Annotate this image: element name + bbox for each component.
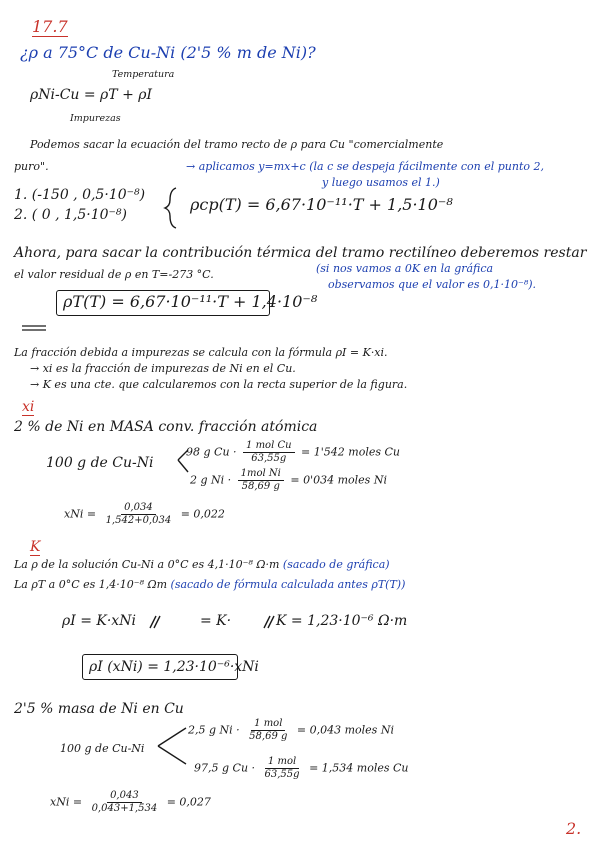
section-title: 17.7 [32, 17, 68, 36]
page-number: 2. [566, 819, 582, 838]
temperature-note: Temperatura [112, 69, 175, 80]
impurities-note: Impurezas [70, 113, 121, 124]
mass-to-atomic-line: 2 % de Ni en MASA conv. fracción atómica [14, 419, 318, 435]
k-equation-a: ρI = K·xNi [62, 613, 136, 629]
xni-fraction-2: xNi = $\frac{0,043}{0,043+1,534}$ = 0,027 [50, 790, 211, 814]
k-heading: K [30, 539, 41, 555]
xni-fraction-1: xNi = $\frac{0,034}{1,542+0,034}$ = 0,022 [64, 502, 225, 526]
rho-t-result-box [56, 290, 318, 316]
question-line: ¿ρ a 75°C de Cu-Ni (2'5 % m de Ni)? [20, 43, 316, 62]
resistivity-sum-equation: ρNi-Cu = ρT + ρI [30, 87, 153, 103]
method-note-line-2: y luego usamos el 1.) [322, 176, 440, 189]
k-line-1: La ρ de la solución Cu-Ni a 0°C es 4,1·10⁻⁸ Ω·m (sacado de gráfica) [14, 558, 390, 571]
sample-100g-a: 100 g de Cu-Ni [46, 455, 154, 471]
rho-t-result: ρT(T) = 6,67·10⁻¹¹·T + 1,4·10⁻⁸ [63, 292, 318, 311]
fraction-line-1: La fracción debida a impurezas se calcula con la fórmula ρI = K·xi. [14, 346, 388, 359]
point-2: 2. ( 0 , 1,5·10⁻⁸) [14, 207, 127, 223]
k-equation-c: K = 1,23·10⁻⁶ Ω·m [276, 613, 408, 629]
paragraph-2-line-1: Ahora, para sacar la contribución térmica del tramo rectilíneo deberemos restar [14, 245, 587, 261]
xi-heading: xi [22, 399, 35, 415]
rho-i-result: ρI (xNi) = 1,23·10⁻⁶·xNi [89, 659, 259, 675]
paragraph-1-line-2: puro". [14, 160, 49, 173]
paragraph-1-line-1: Podemos sacar la ecuación del tramo recto de ρ para Cu "comercialmente [30, 138, 444, 151]
cu-98-calc: 98 g Cu · $\frac{\text{1 mol Cu}}{63,55g}$ = 1'542 moles Cu [186, 440, 400, 464]
rho-i-result-box [82, 654, 259, 680]
fraction-line-2: → xi es la fracción de impurezas de Ni en el Cu. [30, 362, 296, 375]
mass-25-line: 2'5 % masa de Ni en Cu [14, 701, 184, 717]
k-line-2: La ρT a 0°C es 1,4·10⁻⁸ Ωm (sacado de fórmula calculada antes ρT(T)) [14, 578, 406, 591]
k-equation-b: = K· [200, 613, 232, 629]
ni-2-calc: 2 g Ni · $\frac{\text{1mol Ni}}{58,69 g}$ = 0'034 moles Ni [190, 468, 387, 492]
method-note-line-1: → aplicamos y=mx+c (la c se despeja fácilmente con el punto 2, [186, 160, 544, 173]
paragraph-2-line-2: el valor residual de ρ en T=-273 °C. [14, 268, 214, 281]
zero-kelvin-note-line-2: observamos que el valor es 0,1·10⁻⁸). [328, 278, 537, 291]
ni-25-calc: 2,5 g Ni · $\frac{\text{1 mol}}{58,69 g}$ = 0,043 moles Ni [188, 718, 394, 742]
zero-kelvin-note-line-1: (si nos vamos a 0K en la gráfica [316, 262, 494, 275]
cu-975-calc: 97,5 g Cu · $\frac{\text{1 mol}}{63,55g}$ = 1,534 moles Cu [194, 756, 409, 780]
fraction-line-3: → K es una cte. que calcularemos con la recta superior de la figura. [30, 378, 408, 391]
point-1: 1. (-150 , 0,5·10⁻⁸) [14, 187, 146, 203]
sample-100g-b: 100 g de Cu-Ni [60, 742, 145, 755]
rho-cp-equation: ρcp(T) = 6,67·10⁻¹¹·T + 1,5·10⁻⁸ [190, 195, 453, 214]
